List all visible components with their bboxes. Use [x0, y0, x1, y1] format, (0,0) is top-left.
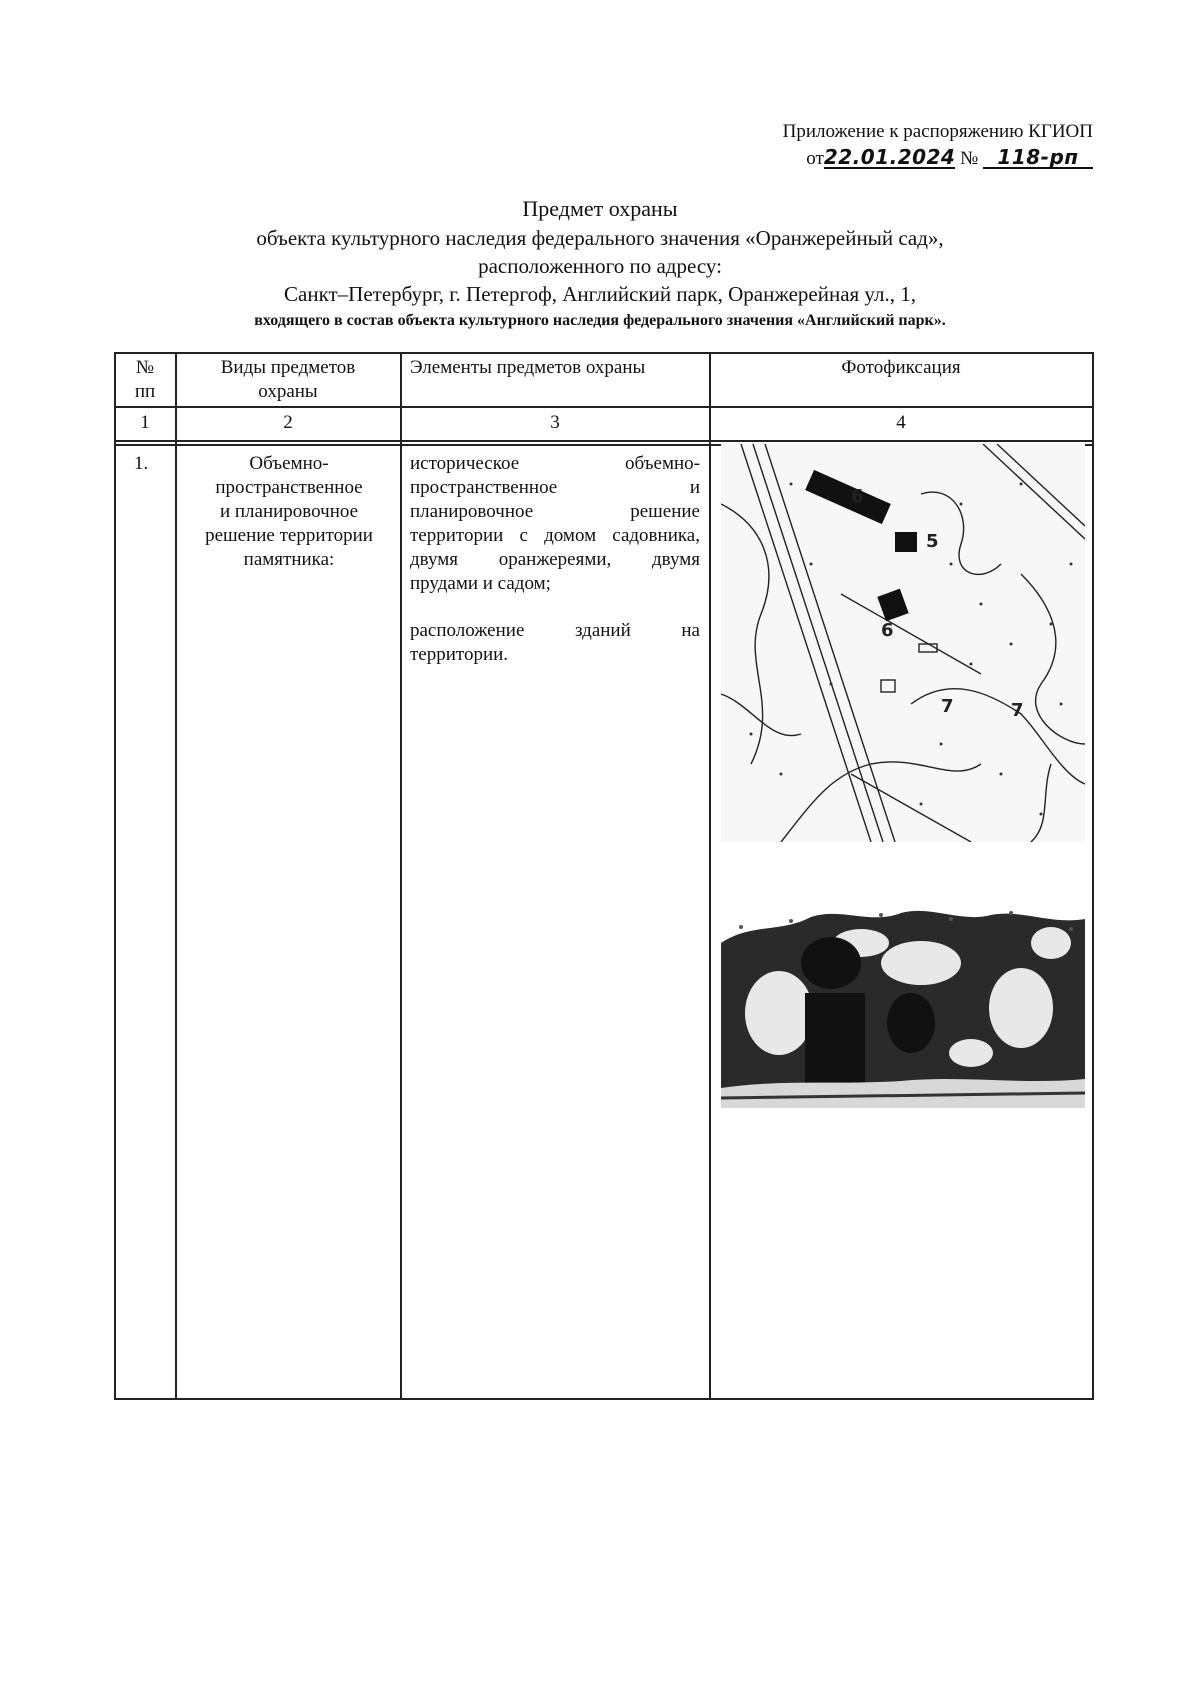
column-number-3: 3: [550, 412, 560, 433]
protection-kind-line: пространственное: [215, 477, 363, 498]
date-prefix: от: [806, 148, 824, 169]
title-line-3: расположенного по адресу:: [478, 254, 722, 278]
protection-elements: [410, 452, 700, 667]
number-prefix: №: [960, 148, 979, 169]
handwritten-date: 22.01.2024: [823, 145, 956, 169]
title-line-4: Санкт–Петербург, г. Петергоф, Английский парк, Оранжерейная ул., 1,: [284, 282, 916, 306]
column-border-5: [1092, 352, 1094, 1399]
header-col-number-line2: пп: [134, 381, 156, 402]
header-col-kind: [177, 356, 399, 404]
protection-kind-line: решение территории: [205, 525, 373, 546]
column-number-4: 4: [896, 412, 906, 433]
title-line-5: входящего в состав объекта культурного наследия федерального значения «Английский парк».: [254, 312, 946, 329]
garden-photo: [721, 903, 1085, 1126]
header-col-number: [116, 356, 174, 404]
number-row-divider: [114, 440, 1092, 442]
column-border-3: [400, 352, 402, 1399]
header-col-kind-line2: охраны: [258, 381, 318, 402]
header-col-elements: Элементы предметов охраны: [410, 357, 646, 378]
protection-kind-line: и планировочное: [219, 501, 359, 522]
protection-kind: [180, 452, 398, 572]
column-border-1: [114, 352, 116, 1399]
handwritten-number: 118-рп: [983, 147, 1093, 169]
map-label: 7: [1011, 700, 1024, 721]
map-label: 6: [851, 486, 864, 507]
title-line-1: Предмет охраны: [522, 196, 678, 221]
table-bottom-border: [114, 1398, 1094, 1400]
header-col-kind-line1: Виды предметов: [220, 357, 356, 378]
column-number-2: 2: [283, 412, 293, 433]
topographic-map-image: [721, 444, 1085, 842]
protection-kind-line: Объемно-: [249, 453, 329, 474]
column-border-2: [175, 352, 177, 1399]
column-border-4: [709, 352, 711, 1399]
row-number: 1.: [134, 453, 149, 474]
header-col-number-line1: №: [135, 357, 155, 378]
element-paragraph: расположение зданий на территории.: [410, 620, 700, 665]
map-label: 7: [941, 696, 954, 717]
column-number-1: 1: [140, 412, 150, 433]
element-paragraph: историческое объемно-пространственное и планировочное решение территории с домом садовника, двумя оранжереями, двумя прудами и садом;: [410, 453, 700, 594]
title-line-2: объекта культурного наследия федерального значения «Оранжерейный сад»,: [256, 226, 944, 250]
table-top-border: [114, 352, 1092, 354]
header-col-photo: Фотофиксация: [841, 357, 961, 378]
map-label: 6: [881, 620, 894, 641]
appendix-line: Приложение к распоряжению КГИОП: [782, 121, 1093, 142]
header-divider: [114, 406, 1092, 408]
map-label: 5: [926, 531, 939, 552]
protection-kind-line: памятника:: [243, 549, 335, 570]
